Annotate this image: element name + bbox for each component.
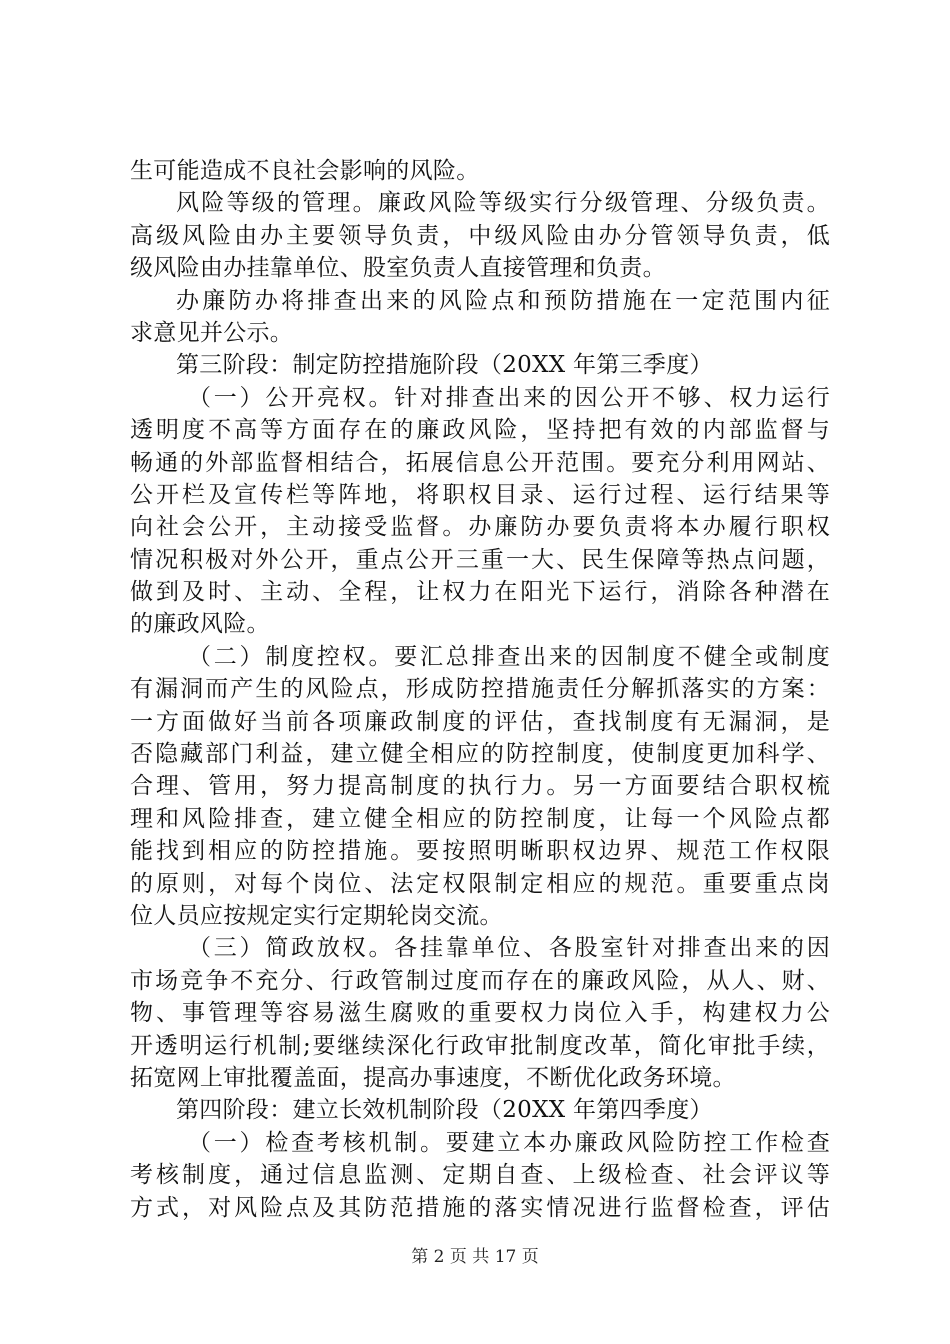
text-line: 一方面做好当前各项廉政制度的评估，查找制度有无漏洞，是 <box>130 708 830 735</box>
page-footer: 第 2 页 共 17 页 <box>411 1247 539 1267</box>
text-line: 透明度不高等方面存在的廉政风险，坚持把有效的内部监督与 <box>130 417 830 444</box>
text-line: 情况积极对外公开，重点公开三重一大、民生保障等热点问题， <box>130 546 830 573</box>
text-line: 第四阶段：建立长效机制阶段（20XX 年第四季度） <box>176 1097 713 1124</box>
text-line: 市场竞争不充分、行政管制过度而存在的廉政风险，从人、财、 <box>130 967 830 994</box>
text-line: 拓宽网上审批覆盖面，提高办事速度，不断优化政务环境。 <box>130 1064 736 1091</box>
text-line: （三）简政放权。各挂靠单位、各股室针对排查出来的因 <box>188 935 830 962</box>
text-line: 求意见并公示。 <box>130 319 294 346</box>
text-line: 否隐藏部门利益，建立健全相应的防控制度，使制度更加科学、 <box>130 741 830 768</box>
text-line: 生可能造成不良社会影响的风险。 <box>130 158 480 184</box>
text-line: 公开栏及宣传栏等阵地，将职权目录、运行过程、运行结果等 <box>130 481 830 508</box>
text-line: 考核制度，通过信息监测、定期自查、上级检查、社会评议等 <box>130 1162 830 1189</box>
text-line: 畅通的外部监督相结合，拓展信息公开范围。要充分利用网站、 <box>130 449 830 476</box>
text-line: （一）公开亮权。针对排查出来的因公开不够、权力运行 <box>188 384 830 411</box>
text-line: 开透明运行机制;要继续深化行政审批制度改革，简化审批手续， <box>130 1032 830 1059</box>
text-line: 第三阶段：制定防控措施阶段（20XX 年第三季度） <box>176 352 713 379</box>
text-line: 有漏洞而产生的风险点，形成防控措施责任分解抓落实的方案： <box>130 676 830 703</box>
text-line: 级风险由办挂靠单位、股室负责人直接管理和负责。 <box>130 255 666 282</box>
text-line: 合理、管用，努力提高制度的执行力。另一方面要结合职权梳 <box>130 773 830 800</box>
text-line: 物、事管理等容易滋生腐败的重要权力岗位入手，构建权力公 <box>130 1000 830 1027</box>
text-line: 能找到相应的防控措施。要按照明晰职权边界、规范工作权限 <box>130 838 830 865</box>
text-line: 向社会公开，主动接受监督。办廉防办要负责将本办履行职权 <box>130 514 830 541</box>
text-line: （二）制度控权。要汇总排查出来的因制度不健全或制度 <box>188 643 830 670</box>
text-line: 方式，对风险点及其防范措施的落实情况进行监督检查，评估 <box>130 1194 830 1221</box>
document-body <box>130 155 830 1224</box>
text-line: 高级风险由办主要领导负责，中级风险由办分管领导负责，低 <box>130 222 830 249</box>
text-line: 的廉政风险。 <box>130 611 270 638</box>
text-line: 理和风险排查，建立健全相应的防控制度，让每一个风险点都 <box>130 805 830 832</box>
text-line: 做到及时、主动、全程，让权力在阳光下运行，消除各种潜在 <box>130 579 830 606</box>
text-line: 位人员应按规定实行定期轮岗交流。 <box>130 902 503 929</box>
text-line: （一）检查考核机制。要建立本办廉政风险防控工作检查 <box>188 1129 830 1156</box>
text-line: 的原则，对每个岗位、法定权限制定相应的规范。重要重点岗 <box>130 870 830 897</box>
text-line: 办廉防办将排查出来的风险点和预防措施在一定范围内征 <box>176 287 830 314</box>
text-line: 风险等级的管理。廉政风险等级实行分级管理、分级负责。 <box>176 190 830 217</box>
